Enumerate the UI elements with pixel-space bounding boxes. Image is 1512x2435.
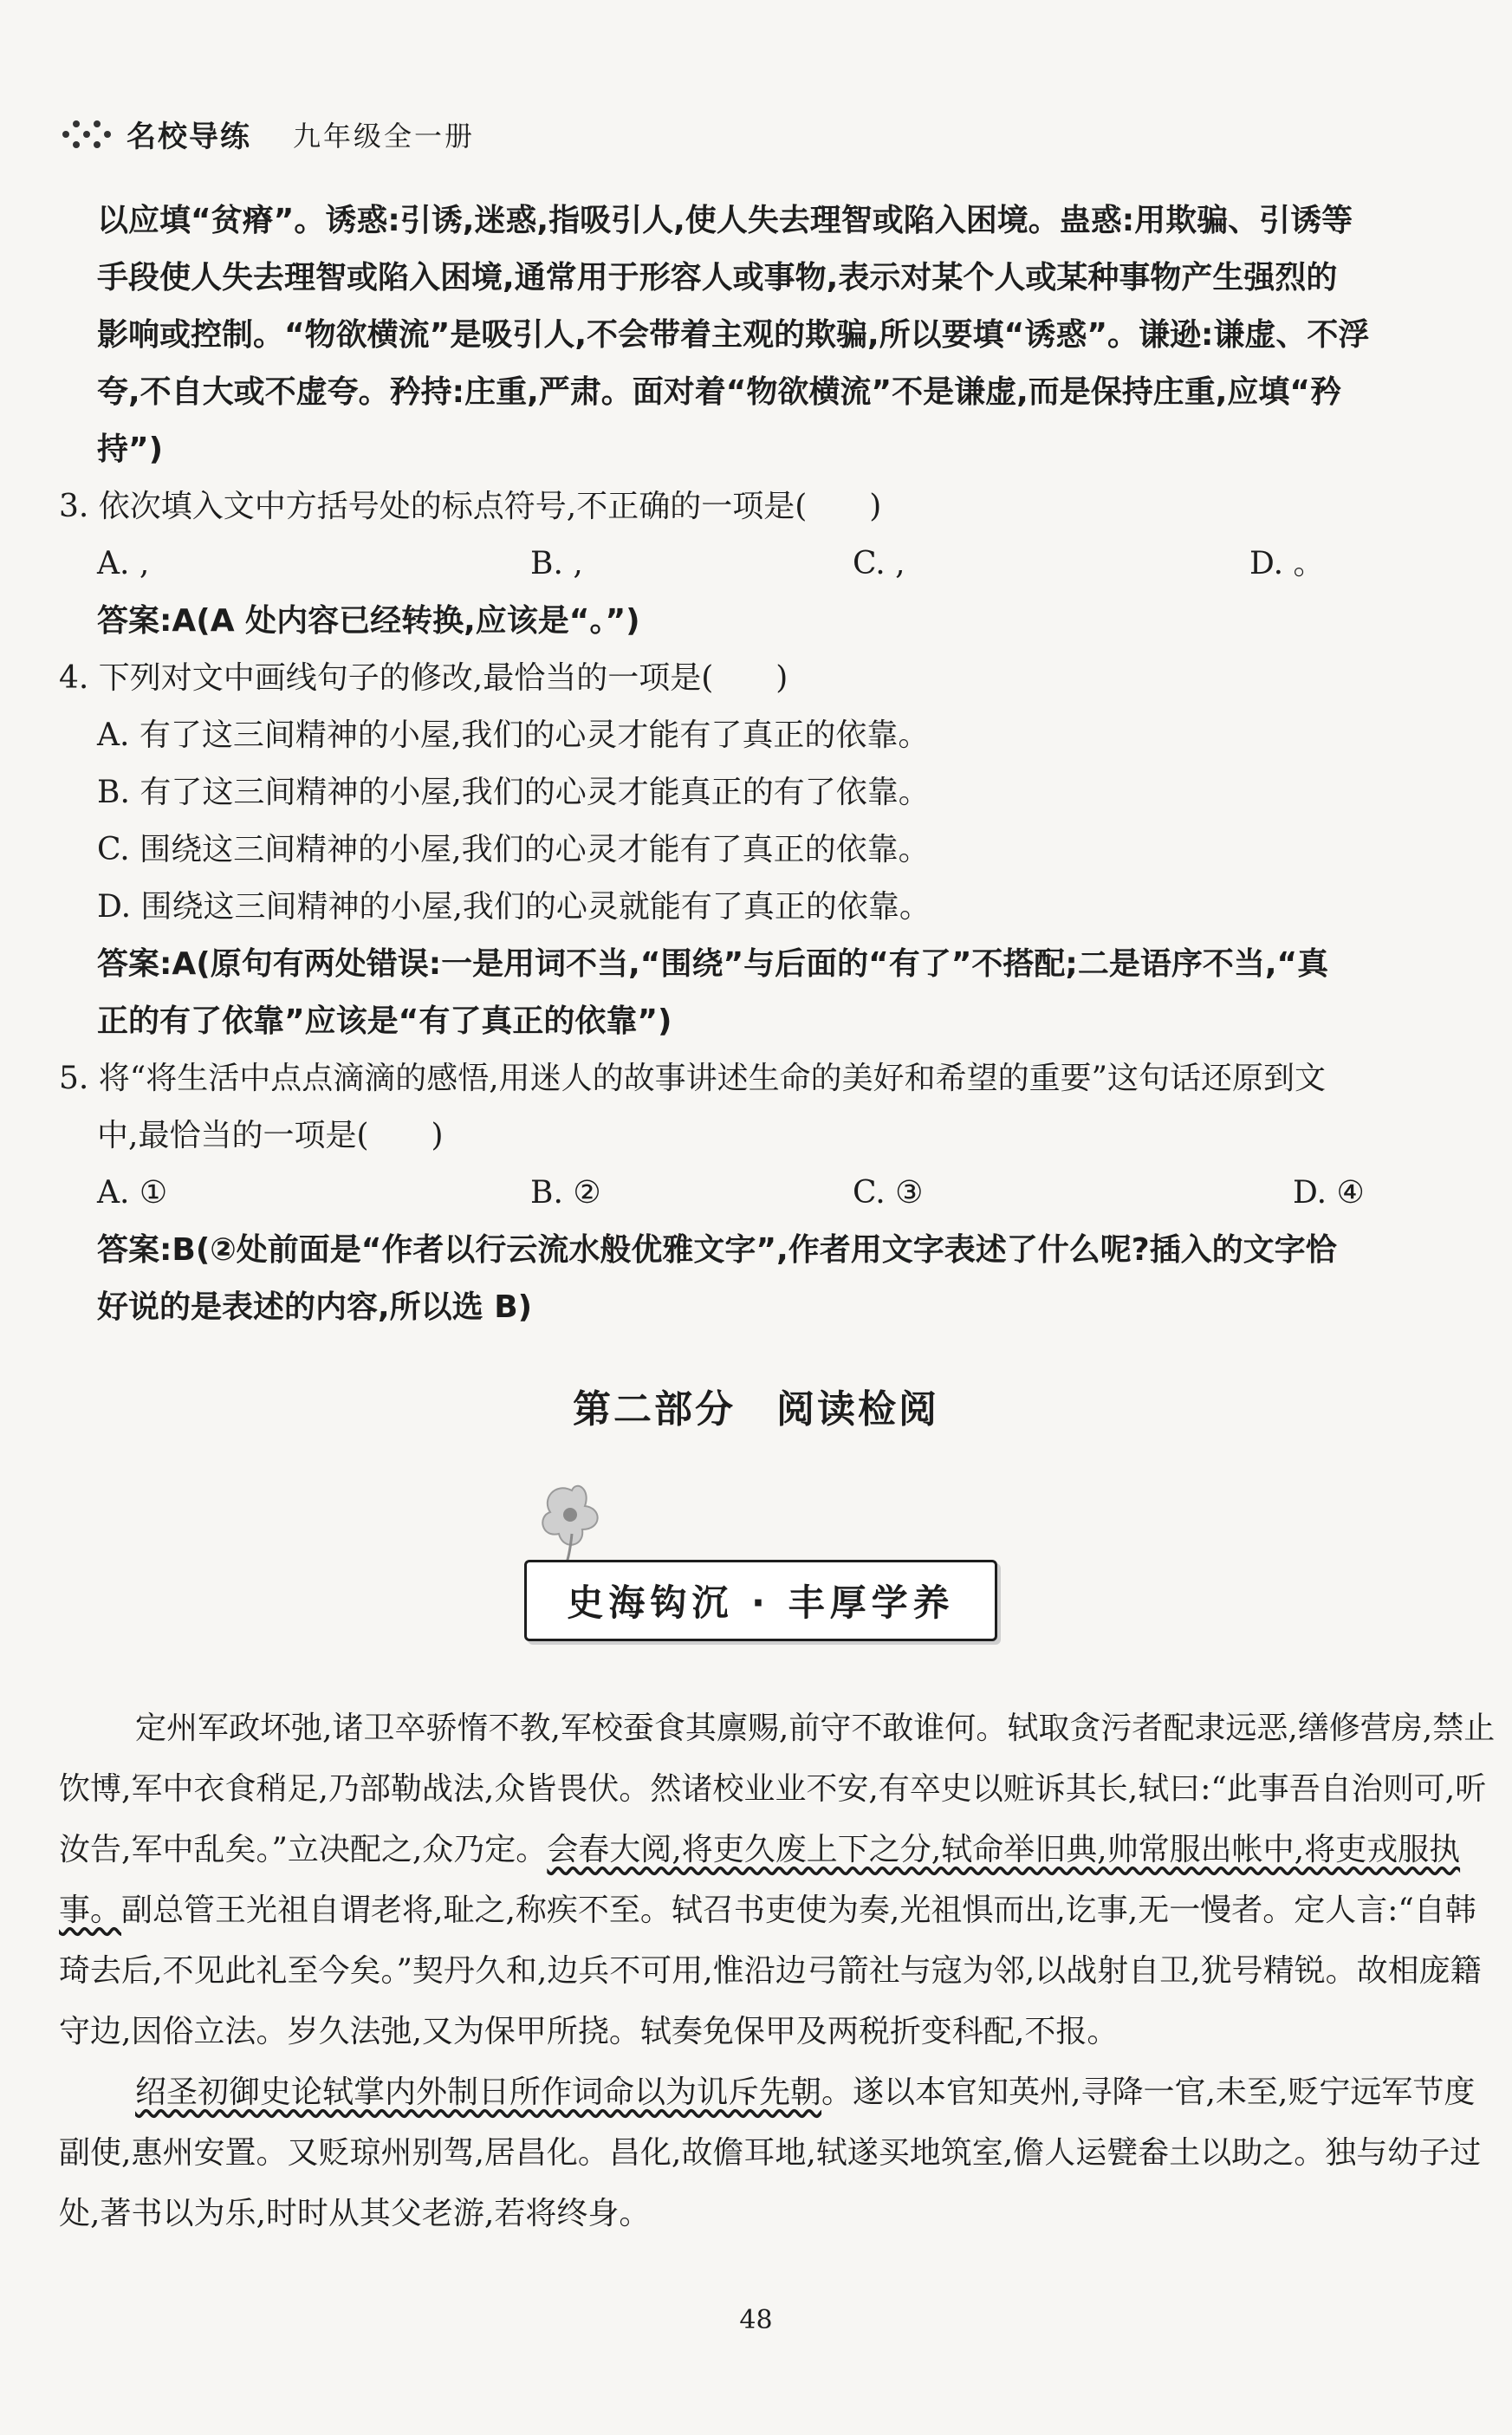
question-5-stem [59,1050,1497,1165]
intro-line: 持”) [97,432,164,467]
option-c: C. , [853,546,905,581]
question-3-answer: 答案:A(A 处内容已经转换,应该是“。”) [97,603,640,639]
page-number: 48 [739,2305,773,2335]
option-b: B. 有了这三间精神的小屋,我们的心灵才能真正的有了依靠。 [97,775,930,810]
underlined-sentence: 会春大阅,将吏久废上下之分,轼命举旧典,帅常服出帐中,将吏戎服执事。 [59,1832,1461,1928]
option-a: A. 有了这三间精神的小屋,我们的心灵才能有了真正的依靠。 [97,718,930,753]
question-3-stem: 3. 依次填入文中方括号处的标点符号,不正确的一项是( ) [59,489,882,524]
question-4-answer [97,936,1501,1050]
intro-line: 影响或控制。“物欲横流”是吸引人,不会带着主观的欺骗,所以要填“诱惑”。谦逊:谦虚、不浮 [97,317,1370,353]
option-b: B. ② [530,1175,601,1211]
option-b: B. , [530,546,583,581]
answer-line: 答案:A(原句有两处错误:一是用词不当,“围绕”与后面的“有了”不搭配;二是语序不当,“真 [97,946,1329,982]
question-5-options [97,1165,1449,1222]
passage-paragraph-1 [59,1698,1497,2062]
question-4-options [97,707,1501,936]
running-header [62,113,475,155]
intro-explanation [97,192,1501,478]
option-c: C. ③ [853,1175,924,1211]
passage-text: 定州军政坏弛,诸卫卒骄惰不教,军校蚕食其廪赐,前守不敢谁何。轼取贪污者配隶远恶,缮修营房,禁止饮博,军中衣食稍足,乃部勒战法,众皆畏伏。然诸校业业不安,有卒史以赃诉其长,轼曰:“此事吾自治则可,听汝告,军中乱矣。”立决配之,众乃定。 [59,1711,1496,1867]
option-d: D. 。 [1249,546,1325,581]
option-d: D. ④ [1293,1175,1365,1211]
section-title: 第二部分 阅读检阅 [573,1387,939,1432]
banner-title: 史海钩沉 · 丰厚学养 [567,1581,955,1624]
answer-line: 答案:B(②处前面是“作者以行云流水般优雅文字”,作者用文字表述了什么呢?插入的文字恰 [97,1232,1337,1268]
answer-line: 好说的是表述的内容,所以选 B) [97,1289,533,1325]
underlined-sentence: 绍圣初御史论轼掌内外制日所作词命以为讥斥先朝 [135,2075,822,2110]
stem-line: 中,最恰当的一项是( ) [97,1118,444,1153]
passage-text: 副总管王光祖自谓老将,耻之,称疾不至。轼召书吏使为奏,光祖惧而出,讫事,无一慢者。定人言:“自韩琦去后,不见此礼至今矣。”契丹久和,边兵不可用,惟沿边弓箭社与寇为邻,以战射自卫,犹号精锐。故相庞籍守边,因俗立法。岁久法弛,又为保甲所挠。轼奏免保甲及两税折变科配,不报。 [59,1893,1482,2049]
intro-line: 手段使人失去理智或陷入困境,通常用于形容人或事物,表示对某个人或某种事物产生强烈的 [97,260,1338,295]
dots-icon [62,120,111,148]
intro-line: 以应填“贫瘠”。诱惑:引诱,迷惑,指吸引人,使人失去理智或陷入困境。蛊惑:用欺骗、引诱等 [97,203,1353,238]
question-5-answer [97,1222,1501,1336]
grade-label: 九年级全一册 [293,119,476,153]
option-d: D. 围绕这三间精神的小屋,我们的心灵就能有了真正的依靠。 [97,889,931,925]
option-a: A. , [97,546,150,581]
section-banner [524,1560,997,1641]
option-a: A. ① [97,1175,168,1211]
question-3-options [97,536,1449,593]
stem-line: 5. 将“将生活中点点滴滴的感悟,用迷人的故事讲述生命的美好和希望的重要”这句话还原到文 [59,1061,1327,1096]
option-c: C. 围绕这三间精神的小屋,我们的心灵才能有了真正的依靠。 [97,832,930,867]
passage-paragraph-2 [59,2062,1497,2244]
passage-text: 。遂以本官知英州,寻降一官,未至,贬宁远军节度副使,惠州安置。又贬琼州别驾,居昌化。昌化,故儋耳地,轼遂买地筑室,儋人运甓畚土以助之。独与幼子过处,著书以为乐,时时从其父老游,若将终身。 [59,2075,1482,2231]
answer-line: 正的有了依靠”应该是“有了真正的依靠”) [97,1003,672,1039]
brand-title: 名校导练 [127,120,251,154]
intro-line: 夸,不自大或不虚夸。矜持:庄重,严肃。面对着“物欲横流”不是谦虚,而是保持庄重,应填“矜 [97,374,1342,410]
question-4-stem: 4. 下列对文中画线句子的修改,最恰当的一项是( ) [59,660,788,696]
